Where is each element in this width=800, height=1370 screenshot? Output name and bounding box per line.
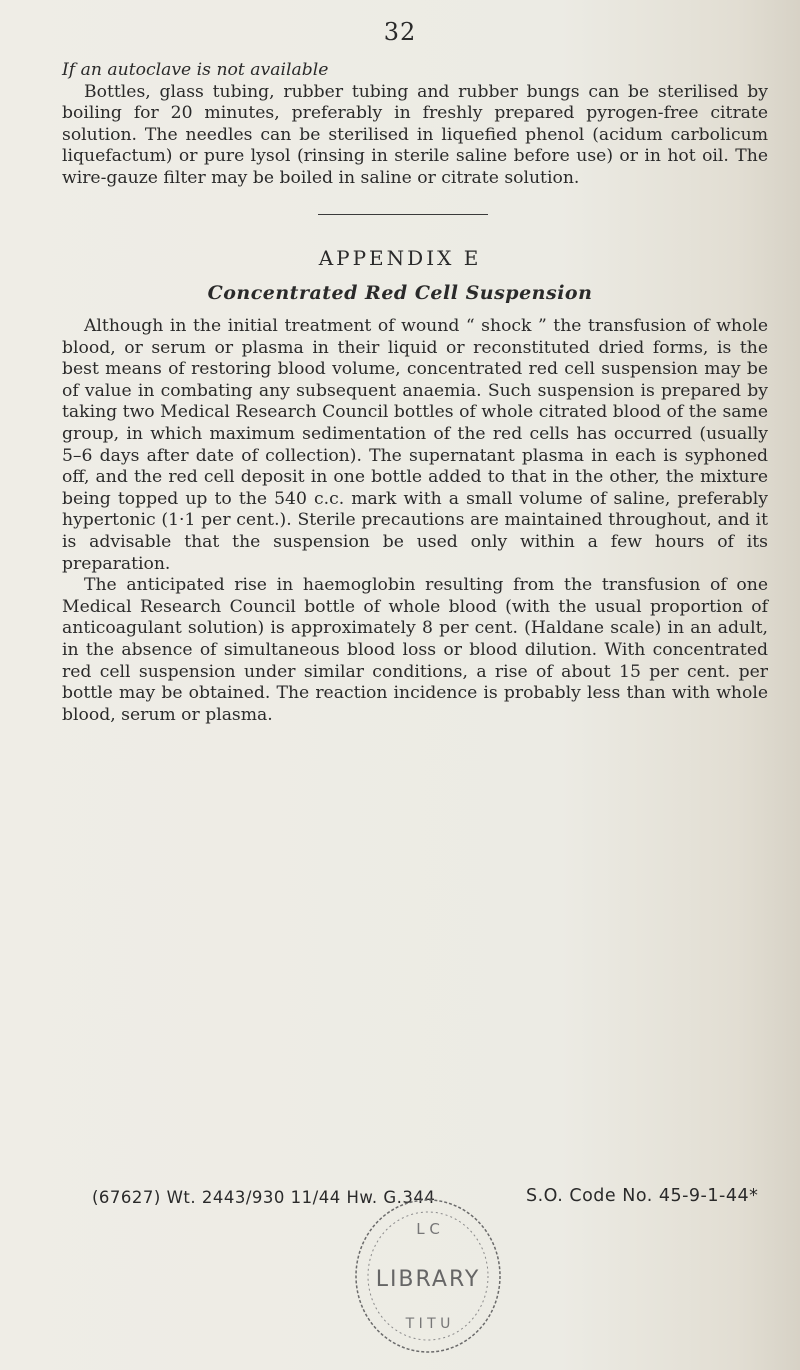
appendix-title: APPENDIX E	[318, 246, 482, 270]
appendix-body	[62, 316, 768, 726]
intro-section	[62, 60, 768, 190]
library-stamp	[342, 1190, 522, 1360]
intro-paragraph: Bottles, glass tubing, rubber tubing and rubber bungs can be sterilised by boiling for 20 minutes, preferably in freshly prepared pyrogen-free citrate solution. The needles can be sterilised in liquefied phenol (acidum carbolicum liquefactum) or pure lysol (rinsing in sterile saline before use) or in hot oil. The wire-gauze filter may be boiled in saline or citrate solution.	[62, 81, 768, 188]
appendix-subtitle: Concentrated Red Cell Suspension	[207, 282, 593, 304]
stamp-text: LIBRARY	[375, 1267, 481, 1292]
appendix-paragraph-1: Although in the initial treatment of wound “ shock ” the transfusion of whole blood, or serum or plasma in their liquid or reconstituted dried forms, is the best means of restoring blood volume, concentrated red cell suspension may be of value in combating any subsequent anaemia. Such suspension is prepared by taking two Medical Research Council bottles of whole citrated blood of the same group, in which maximum sedimentation of the red cells has occurred (usually 5–6 days after date of collection). The supernatant plasma in each is syphoned off, and the red cell deposit in one bottle added to that in the other, the mixture being topped up to the 540 c.c. mark with a small volume of saline, preferably hypertonic (1·1 per cent.). Sterile precautions are maintained throughout, and it is advisable that the suspension be used only within a few hours of its preparation.	[62, 316, 768, 574]
print-info: (67627) Wt. 2443/930 11/44 Hw. G.344	[92, 1188, 436, 1207]
intro-heading: If an autoclave is not available	[62, 60, 329, 80]
so-code: S.O. Code No. 45-9-1-44*	[526, 1186, 759, 1206]
svg-text:L C: L C	[416, 1220, 440, 1238]
appendix-paragraph-2: The anticipated rise in haemoglobin resulting from the transfusion of one Medical Research Council bottle of whole blood (with the usual proportion of anticoagulant solution) is approximately 8 per cent. (Haldane scale) in an adult, in the absence of simultaneous blood loss or blood dilution. With concentrated red cell suspension under similar conditions, a rise of about 15 per cent. per bottle may be obtained. The reaction incidence is probably less than with whole blood, serum or plasma.	[62, 575, 768, 725]
page-number: 32	[383, 18, 417, 46]
section-divider	[318, 214, 488, 215]
library-stamp-icon	[342, 1190, 522, 1360]
svg-text:T I T U: T I T U	[405, 1316, 451, 1332]
